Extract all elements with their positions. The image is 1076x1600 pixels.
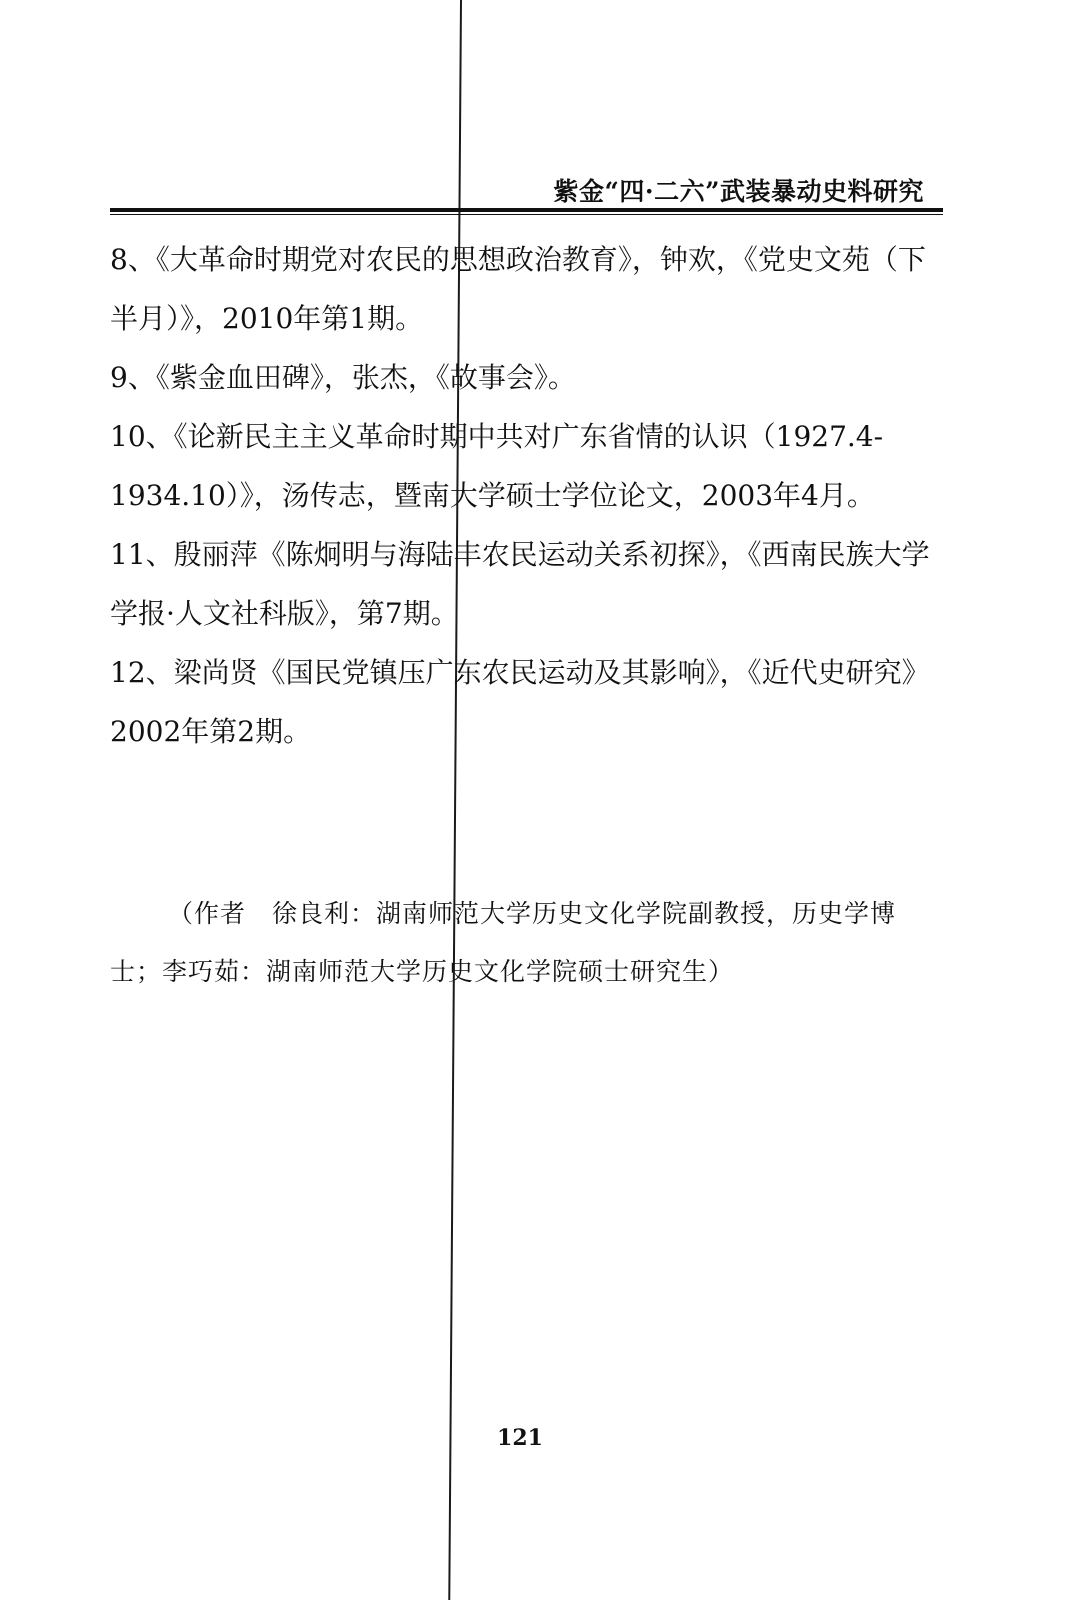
reference-item-12: 12、梁尚贤《国民党镇压广东农民运动及其影响》，《近代史研究》2002年第2期。 — [110, 656, 930, 748]
reference-item-10: 10、《论新民主主义革命时期中共对广东省情的认识（1927.4-1934.10）》，汤传志，暨南大学硕士学位论文，2003年4月。 — [110, 420, 884, 512]
reference-item-11: 11、殷丽萍《陈炯明与海陆丰农民运动关系初探》，《西南民族大学学报·人文社科版》，第7期。 — [110, 538, 930, 630]
reference-item-9: 9、《紫金血田碑》，张杰，《故事会》。 — [110, 361, 576, 394]
running-header: 紫金“四·二六”武装暴动史料研究 — [553, 177, 924, 206]
reference-item-8: 8、《大革命时期党对农民的思想政治教育》，钟欢，《党史文苑（下半月）》，2010年第1期。 — [110, 243, 926, 335]
header-double-rule — [110, 208, 943, 215]
page-number: 121 — [497, 1425, 543, 1451]
author-note: （作者 徐良利：湖南师范大学历史文化学院副教授，历史学博士；李巧茹：湖南师范大学历史文化学院硕士研究生） — [110, 899, 897, 986]
reference-list — [110, 230, 930, 761]
